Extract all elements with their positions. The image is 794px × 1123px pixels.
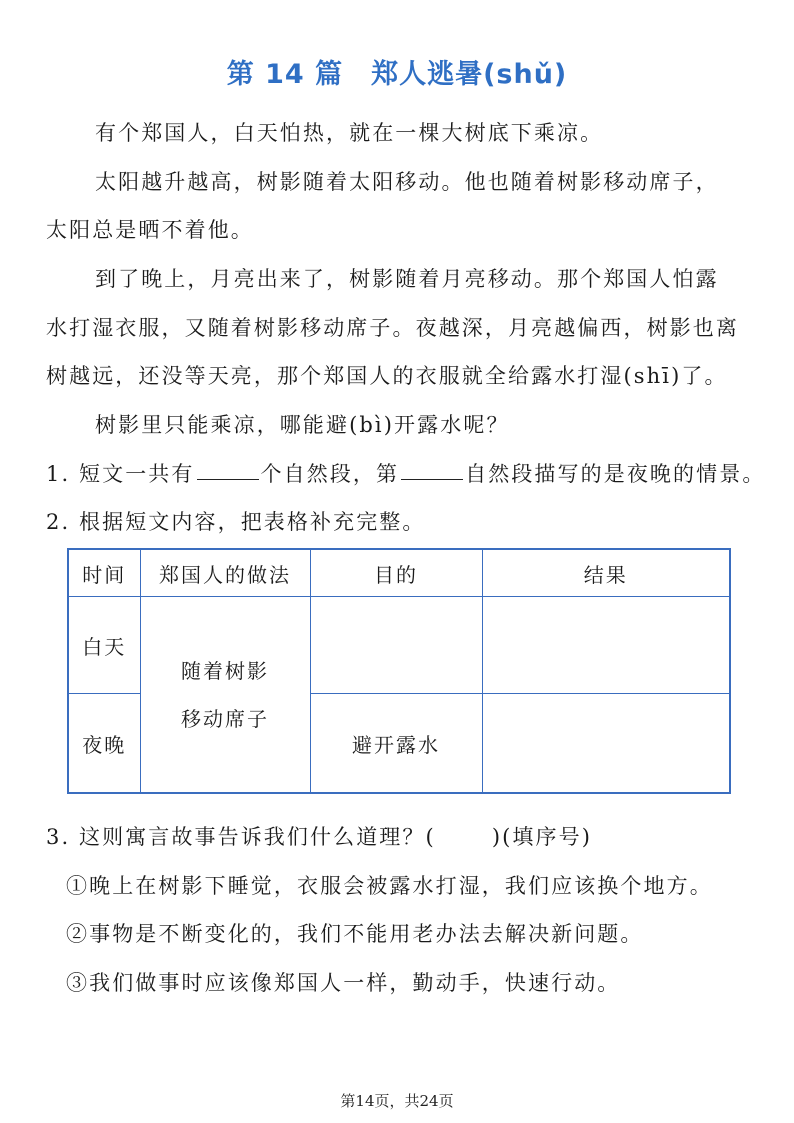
cell-day-result[interactable] [482, 597, 730, 694]
passage-paragraph-3-line-2: 水打湿衣服，又随着树影移动席子。夜越深，月亮越偏西，树影也离 [46, 316, 739, 340]
option-2: ②事物是不断变化的，我们不能用老办法去解决新问题。 [66, 922, 644, 946]
header-time: 时间 [68, 549, 140, 597]
lesson-name: 郑人逃暑(shǔ) [371, 59, 568, 90]
question-2: 2. 根据短文内容，把表格补充完整。 [46, 510, 426, 534]
option-3: ③我们做事时应该像郑国人一样，勤动手，快速行动。 [66, 971, 621, 995]
question-1 [46, 458, 765, 488]
answer-blank-paragraph-count[interactable] [197, 478, 259, 480]
option-1: ①晚上在树影下睡觉，衣服会被露水打湿，我们应该换个地方。 [66, 874, 713, 898]
method-line-2: 移动席子 [181, 706, 269, 731]
passage-paragraph-3-line-1: 到了晚上，月亮出来了，树影随着月亮移动。那个郑国人怕露 [95, 267, 719, 291]
answer-table [67, 548, 731, 794]
page-title [0, 52, 794, 91]
method-line-1: 随着树影 [181, 658, 269, 683]
cell-night-label: 夜晚 [68, 694, 140, 793]
header-method: 郑国人的做法 [140, 549, 310, 597]
question-3-text-a: 3. 这则寓言故事告诉我们什么道理？( [46, 825, 436, 849]
passage-paragraph-1: 有个郑国人，白天怕热，就在一棵大树底下乘凉。 [95, 121, 604, 145]
table-header-row [68, 549, 730, 597]
question-3-text-b: )(填序号) [491, 825, 592, 849]
passage-paragraph-4: 树影里只能乘凉，哪能避(bì)开露水呢？ [95, 413, 510, 437]
question-1-text-b: 个自然段，第 [260, 462, 400, 486]
question-3 [46, 821, 592, 851]
question-1-text-a: 1. 短文一共有 [46, 462, 195, 486]
header-result: 结果 [482, 549, 730, 597]
cell-day-label: 白天 [68, 597, 140, 694]
header-purpose: 目的 [310, 549, 482, 597]
answer-blank-night-paragraph[interactable] [401, 478, 463, 480]
cell-day-purpose[interactable] [310, 597, 482, 694]
cell-night-result[interactable] [482, 694, 730, 793]
table-row-day [68, 597, 730, 694]
question-1-text-c: 自然段描写的是夜晚的情景。 [465, 462, 766, 486]
cell-method [140, 597, 310, 794]
passage-paragraph-2-line-2: 太阳总是晒不着他。 [46, 218, 254, 242]
page-footer: 第14页，共24页 [340, 1092, 454, 1110]
cell-night-purpose: 避开露水 [310, 694, 482, 793]
passage-paragraph-3-line-3: 树越远，还没等天亮，那个郑国人的衣服就全给露水打湿(shī)了。 [46, 364, 728, 388]
passage-paragraph-2-line-1: 太阳越升越高，树影随着太阳移动。他也随着树影移动席子， [95, 170, 719, 194]
lesson-number: 第 14 篇 [226, 59, 344, 90]
